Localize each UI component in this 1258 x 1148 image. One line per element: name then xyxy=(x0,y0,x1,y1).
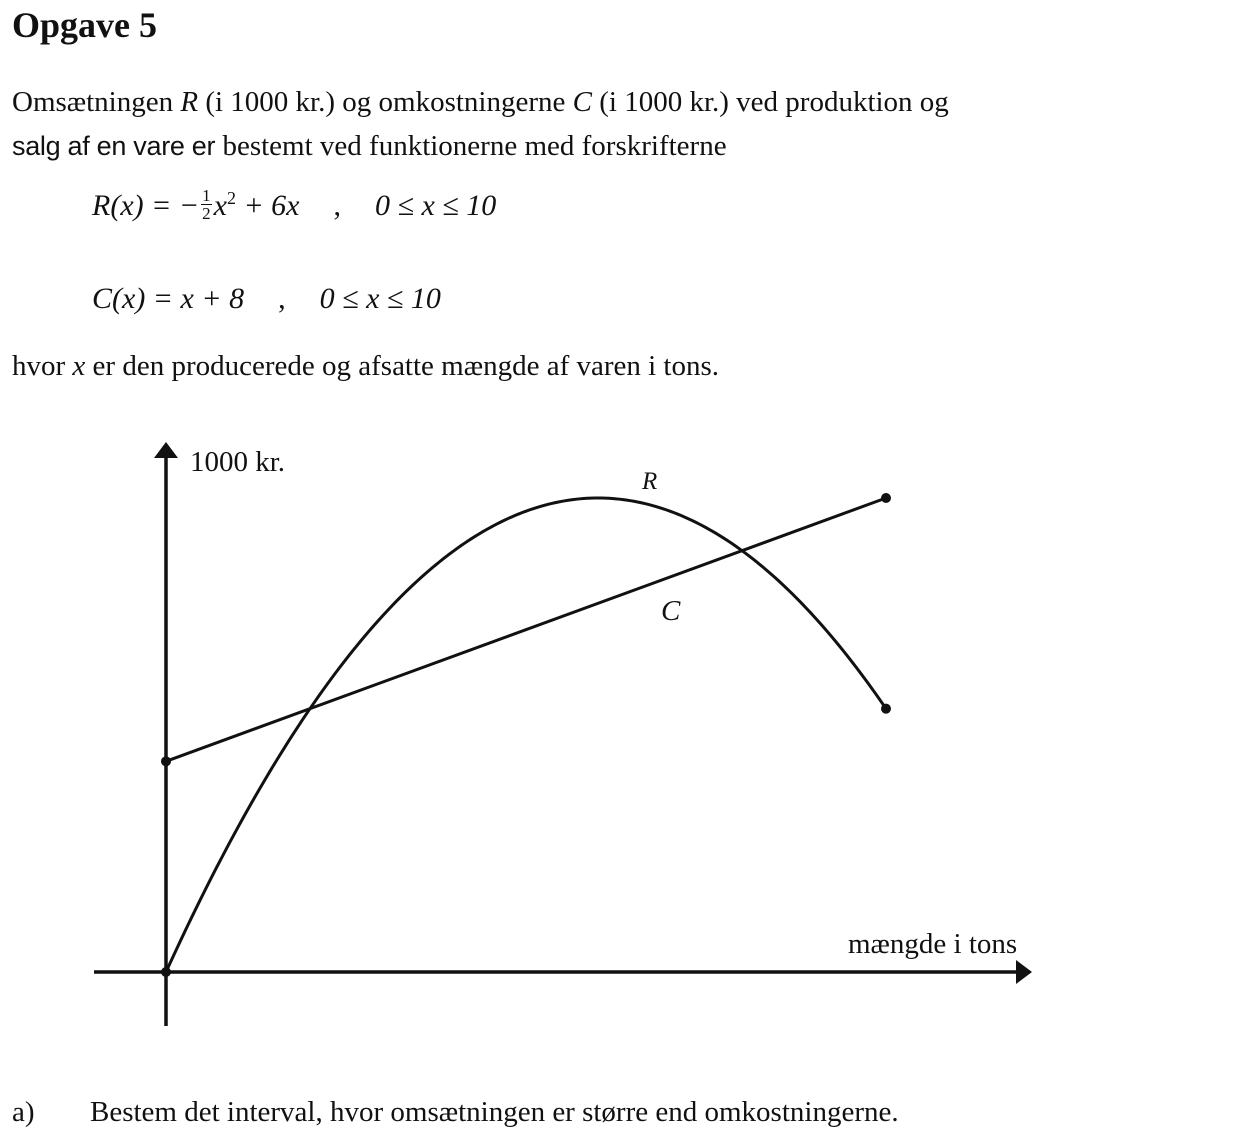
x-axis-label: mængde i tons xyxy=(848,928,1018,960)
endpoint-dot-3 xyxy=(161,967,171,977)
x-axis-arrow-icon xyxy=(1016,960,1032,984)
endpoint-dot-1 xyxy=(881,493,891,503)
intro-var-c: C xyxy=(572,86,592,118)
question-label: a) xyxy=(12,1096,35,1128)
formula-r-lhs: R(x) = − xyxy=(92,189,200,222)
fraction-denominator: 2 xyxy=(202,203,211,223)
formula-r-rest: + 6x xyxy=(235,189,300,222)
formula-c-expr: C(x) = x + 8 xyxy=(92,282,245,315)
explanation-var-x: x xyxy=(72,350,86,382)
intro-text-2: (i 1000 kr.) og omkostningerne xyxy=(198,86,573,118)
formula-c-separator: , xyxy=(278,282,286,315)
explanation-post: er den producerede og afsatte mængde af varen i tons. xyxy=(85,350,720,382)
series-r-curve xyxy=(166,498,886,972)
series-label-r: R xyxy=(642,468,658,495)
series-label-c: C xyxy=(661,595,681,627)
intro-line-2-a: salg af en vare er xyxy=(12,131,216,161)
endpoint-dot-2 xyxy=(881,704,891,714)
formula-r-separator: , xyxy=(333,189,341,222)
intro-var-r: R xyxy=(180,86,199,118)
endpoint-dot-0 xyxy=(161,756,171,766)
formula-c-domain: 0 ≤ x ≤ 10 xyxy=(319,282,441,315)
fraction-numerator: 1 xyxy=(202,185,211,205)
explanation-pre: hvor xyxy=(12,350,73,382)
formula-r-var: x xyxy=(213,189,227,222)
y-axis-label: 1000 kr. xyxy=(190,446,286,478)
exercise-title: Opgave 5 xyxy=(12,5,158,45)
intro-text-1: Omsætningen xyxy=(12,86,181,118)
formula-r-exponent: 2 xyxy=(226,188,236,208)
intro-line-2-b: bestemt ved funktionerne med forskrifterne xyxy=(215,130,727,162)
y-axis-arrow-icon xyxy=(154,442,178,458)
question-text: Bestem det interval, hvor omsætningen er større end omkostningerne. xyxy=(90,1096,899,1128)
intro-text-3: (i 1000 kr.) ved produktion og xyxy=(591,86,949,118)
series-c-line xyxy=(166,498,886,761)
formula-r-domain: 0 ≤ x ≤ 10 xyxy=(375,189,497,222)
